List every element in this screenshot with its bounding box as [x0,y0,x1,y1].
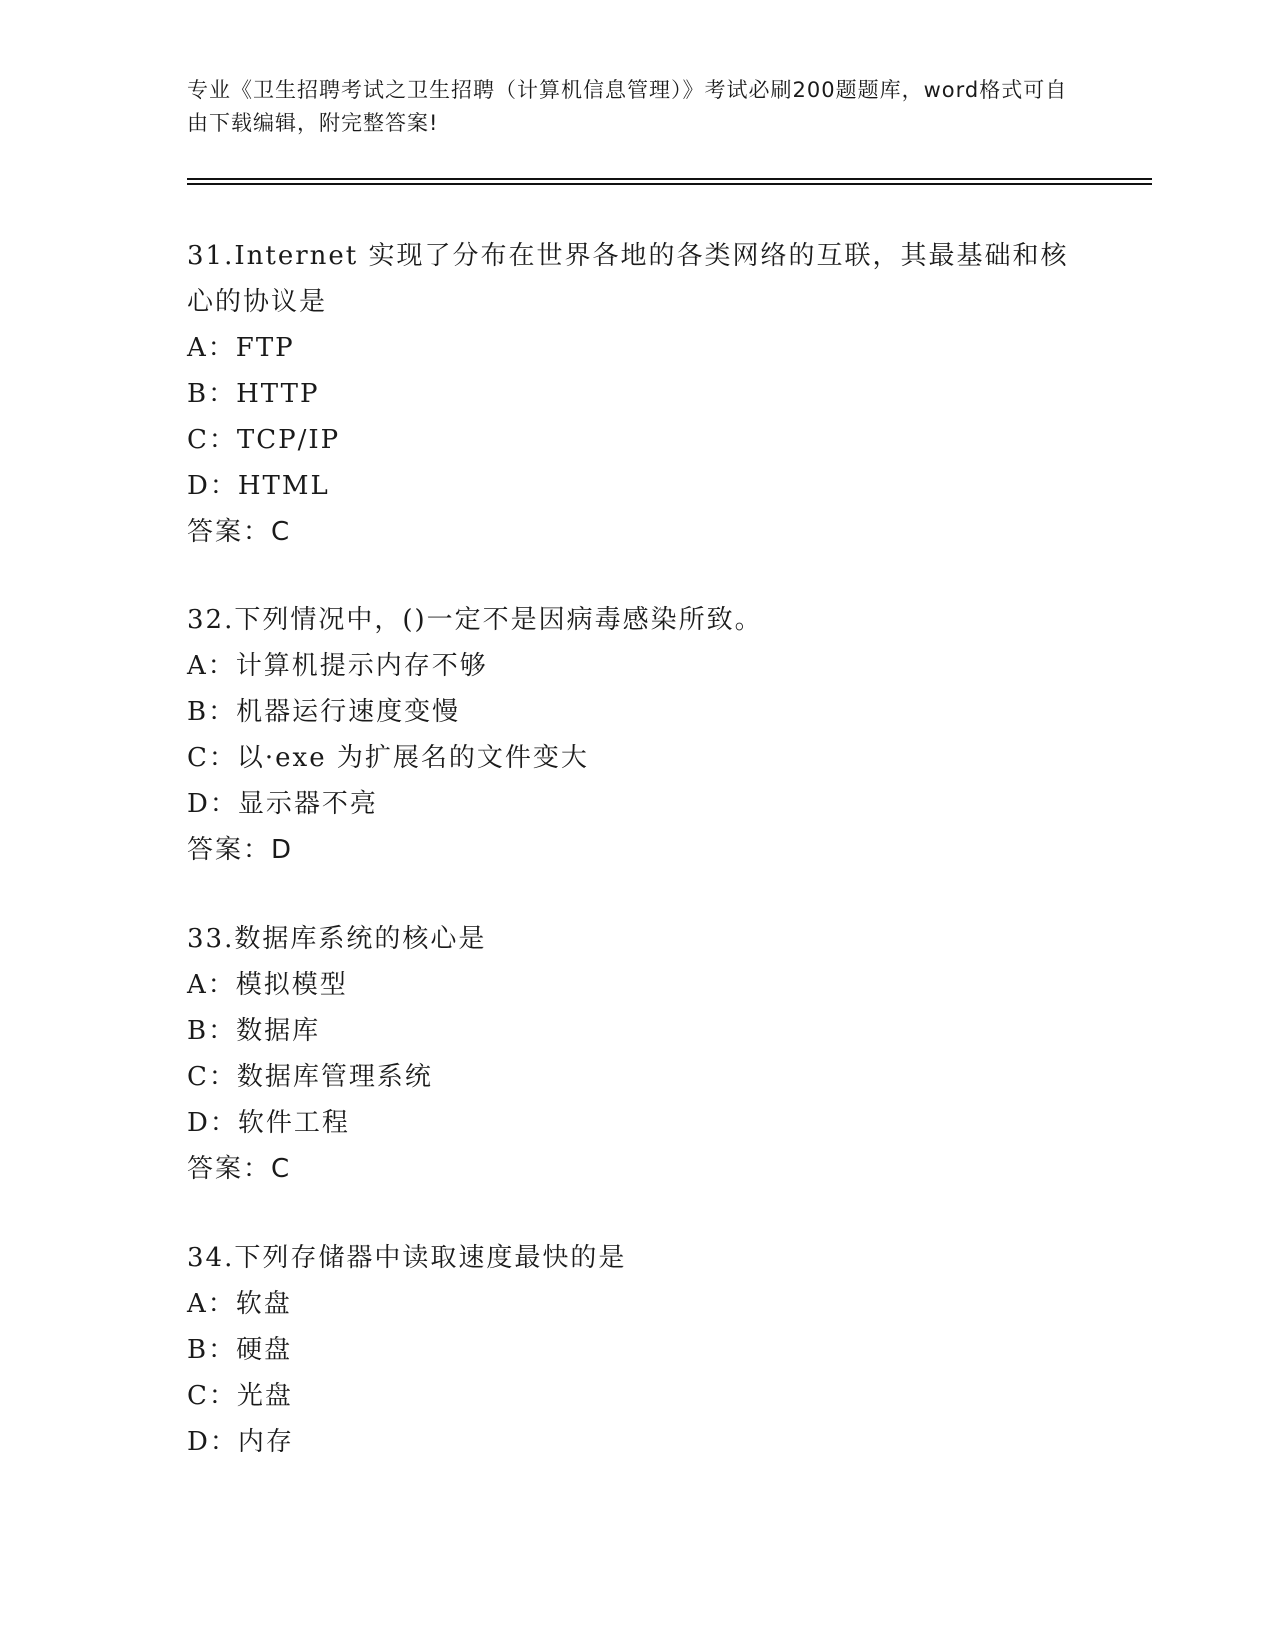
option-d: D：显示器不亮 [187,789,378,819]
option-a: A：FTP [187,333,295,363]
header-divider-top [187,178,1152,180]
option-b: B：HTTP [187,379,320,409]
question-31 [187,233,1087,555]
question-stem: 32.下列情况中，()一定不是因病毒感染所致。 [187,605,763,635]
question-stem: 34.下列存储器中读取速度最快的是 [187,1243,627,1273]
option-d: D：HTML [187,471,330,501]
question-stem: 31.Internet 实现了分布在世界各地的各类网络的互联，其最基础和核心的协议是 [187,241,1069,317]
option-b: B：硬盘 [187,1335,293,1365]
question-32 [187,597,1087,873]
option-a: A：计算机提示内存不够 [187,651,488,681]
option-b: B：数据库 [187,1016,321,1046]
option-b: B：机器运行速度变慢 [187,697,461,727]
answer: 答案：C [187,1154,292,1184]
option-d: D：软件工程 [187,1108,350,1138]
option-c: C：TCP/IP [187,425,341,455]
document-header: 专业《卫生招聘考试之卫生招聘（计算机信息管理）》考试必刷200题题库，word格式可自由下载编辑，附完整答案! [187,78,1068,135]
header-divider-bottom [187,183,1152,185]
question-stem: 33.数据库系统的核心是 [187,924,487,954]
question-33 [187,916,1087,1192]
option-c: C：以·exe 为扩展名的文件变大 [187,743,589,773]
question-34 [187,1235,1087,1465]
answer: 答案：D [187,835,294,865]
option-c: C：光盘 [187,1381,293,1411]
option-c: C：数据库管理系统 [187,1062,433,1092]
option-d: D：内存 [187,1427,294,1457]
option-a: A：软盘 [187,1289,292,1319]
answer: 答案：C [187,517,292,547]
option-a: A：模拟模型 [187,970,348,1000]
